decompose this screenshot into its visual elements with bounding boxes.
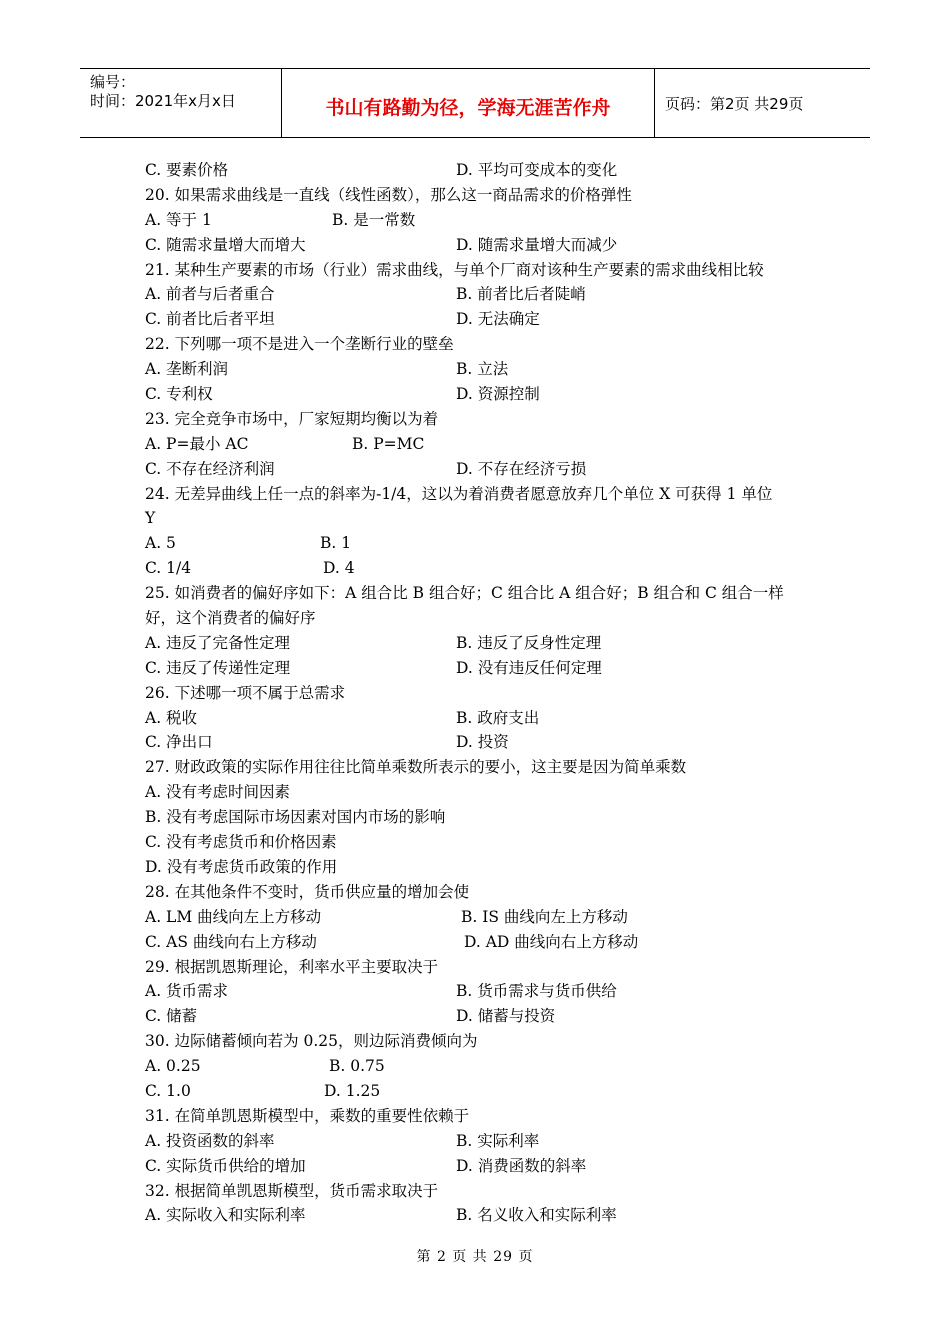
line-text: A. 货币需求 <box>145 982 229 1001</box>
text-line <box>145 357 825 382</box>
text-line <box>145 482 825 507</box>
text-line <box>145 656 825 681</box>
text-line <box>145 407 825 432</box>
line-text: A. 税收 <box>145 708 198 727</box>
option-text-right: D. 没有违反任何定理 <box>456 658 602 677</box>
option-text-right: B. 政府支出 <box>456 708 540 727</box>
text-line <box>145 506 825 531</box>
line-text: C. AS 曲线向右上方移动 <box>145 932 317 951</box>
line-text: C. 1/4 <box>145 559 192 578</box>
line-text: 好，这个消费者的偏好序 <box>145 609 316 628</box>
line-text: C. 实际货币供给的增加 <box>145 1156 306 1175</box>
line-text: A. 等于 1 <box>145 210 212 229</box>
option-text-right: D. 投资 <box>456 733 509 752</box>
page-number-label: 页码：第2页 共29页 <box>665 95 804 113</box>
code-label: 编号： <box>90 73 136 91</box>
text-line <box>145 457 825 482</box>
text-line <box>145 581 825 606</box>
option-text-right: D. 4 <box>323 559 355 578</box>
text-line <box>145 1029 825 1054</box>
text-line <box>145 183 825 208</box>
text-line <box>145 282 825 307</box>
text-line <box>145 233 825 258</box>
text-line <box>145 1154 825 1179</box>
text-line <box>145 1104 825 1129</box>
text-line <box>145 979 825 1004</box>
text-line <box>145 1179 825 1204</box>
option-text-right: D. 平均可变成本的变化 <box>456 161 618 179</box>
line-text: A. 没有考虑时间因素 <box>145 783 291 802</box>
text-line <box>145 382 825 407</box>
slogan-text: 书山有路勤为径，学海无涯苦作舟 <box>325 97 611 119</box>
text-line <box>145 432 825 457</box>
line-text: 29. 根据凯恩斯理论，利率水平主要取决于 <box>145 957 439 976</box>
option-text-right: B. IS 曲线向左上方移动 <box>461 907 628 926</box>
question-content <box>145 158 825 1228</box>
line-text: A. LM 曲线向左上方移动 <box>145 907 322 926</box>
option-text-right: B. 是一常数 <box>332 210 416 229</box>
line-text: 30. 边际储蓄倾向若为 0.25，则边际消费倾向为 <box>145 1032 478 1051</box>
line-text: 21. 某种生产要素的市场（行业）需求曲线，与单个厂商对该种生产要素的需求曲线相比较 <box>145 260 764 279</box>
text-line <box>145 1004 825 1029</box>
text-line <box>145 208 825 233</box>
page-header <box>80 68 870 138</box>
line-text: C. 要素价格 <box>145 161 229 179</box>
option-text-right: D. 消费函数的斜率 <box>456 1156 587 1175</box>
option-text-right: B. 前者比后者陡峭 <box>456 285 586 304</box>
text-line <box>145 880 825 905</box>
text-line <box>145 930 825 955</box>
line-text: A. 5 <box>145 534 176 553</box>
text-line <box>145 755 825 780</box>
option-text-right: D. AD 曲线向右上方移动 <box>464 932 639 951</box>
option-text-right: D. 无法确定 <box>456 310 540 329</box>
text-line <box>145 556 825 581</box>
text-line <box>145 905 825 930</box>
line-text: C. 净出口 <box>145 733 213 752</box>
text-line <box>145 730 825 755</box>
line-text: A. 前者与后者重合 <box>145 285 275 304</box>
line-text: Y <box>145 509 156 528</box>
line-text: C. 储蓄 <box>145 1007 198 1026</box>
line-text: 24. 无差异曲线上任一点的斜率为-1/4，这以为着消费者愿意放弃几个单位 X 可获得 1 单位 <box>145 484 773 503</box>
line-text: A. P=最小 AC <box>145 434 249 453</box>
option-text-right: B. P=MC <box>352 434 425 453</box>
option-text-right: B. 实际利率 <box>456 1131 540 1150</box>
text-line <box>145 606 825 631</box>
option-text-right: B. 立法 <box>456 360 509 379</box>
text-line <box>145 631 825 656</box>
text-line <box>145 1129 825 1154</box>
line-text: B. 没有考虑国际市场因素对国内市场的影响 <box>145 808 446 827</box>
line-text: 28. 在其他条件不变时，货币供应量的增加会使 <box>145 882 470 901</box>
text-line <box>145 805 825 830</box>
line-text: A. 违反了完备性定理 <box>145 633 291 652</box>
text-line <box>145 780 825 805</box>
line-text: C. 违反了传递性定理 <box>145 658 291 677</box>
line-text: A. 投资函数的斜率 <box>145 1131 275 1150</box>
option-text-right: D. 随需求量增大而减少 <box>456 235 618 254</box>
page-footer: 第 2 页 共 29 页 <box>416 1249 534 1265</box>
line-text: 31. 在简单凯恩斯模型中，乘数的重要性依赖于 <box>145 1106 470 1125</box>
option-text-right: D. 储蓄与投资 <box>456 1007 556 1026</box>
option-text-right: B. 违反了反身性定理 <box>456 633 602 652</box>
option-text-right: B. 货币需求与货币供给 <box>456 982 617 1001</box>
line-text: C. 1.0 <box>145 1081 191 1100</box>
time-label: 时间：2021年x月x日 <box>90 92 236 110</box>
text-line <box>145 332 825 357</box>
text-line <box>145 1079 825 1104</box>
text-line <box>145 307 825 332</box>
line-text: A. 实际收入和实际利率 <box>145 1206 306 1225</box>
text-line <box>145 1054 825 1079</box>
text-line <box>145 531 825 556</box>
line-text: C. 随需求量增大而增大 <box>145 235 306 254</box>
text-line <box>145 258 825 283</box>
line-text: 20. 如果需求曲线是一直线（线性函数），那么这一商品需求的价格弹性 <box>145 185 632 204</box>
option-text-right: D. 不存在经济亏损 <box>456 459 587 478</box>
text-line <box>145 681 825 706</box>
text-line <box>145 1203 825 1228</box>
line-text: 22. 下列哪一项不是进入一个垄断行业的壁垒 <box>145 335 454 354</box>
line-text: C. 前者比后者平坦 <box>145 310 275 329</box>
line-text: 23. 完全竞争市场中，厂家短期均衡以为着 <box>145 409 439 428</box>
text-line <box>145 855 825 880</box>
line-text: D. 没有考虑货币政策的作用 <box>145 857 338 876</box>
text-line <box>145 955 825 980</box>
line-text: C. 没有考虑货币和价格因素 <box>145 833 337 852</box>
header-slogan-cell <box>282 69 655 137</box>
header-info-cell <box>80 69 282 137</box>
text-line <box>145 158 825 183</box>
header-page-cell <box>655 69 870 137</box>
line-text: 25. 如消费者的偏好序如下：A 组合比 B 组合好；C 组合比 A 组合好；B 组合和 C 组合一样 <box>145 584 784 603</box>
line-text: 27. 财政政策的实际作用往往比简单乘数所表示的要小，这主要是因为简单乘数 <box>145 758 687 777</box>
line-text: C. 不存在经济利润 <box>145 459 275 478</box>
option-text-right: B. 名义收入和实际利率 <box>456 1206 617 1225</box>
text-line <box>145 830 825 855</box>
line-text: 32. 根据简单凯恩斯模型，货币需求取决于 <box>145 1181 439 1200</box>
option-text-right: B. 0.75 <box>329 1057 385 1076</box>
line-text: 26. 下述哪一项不属于总需求 <box>145 683 346 702</box>
text-line <box>145 706 825 731</box>
line-text: C. 专利权 <box>145 385 213 404</box>
option-text-right: D. 1.25 <box>324 1081 381 1100</box>
line-text: A. 垄断利润 <box>145 360 229 379</box>
line-text: A. 0.25 <box>145 1057 201 1076</box>
option-text-right: B. 1 <box>320 534 352 553</box>
option-text-right: D. 资源控制 <box>456 385 540 404</box>
